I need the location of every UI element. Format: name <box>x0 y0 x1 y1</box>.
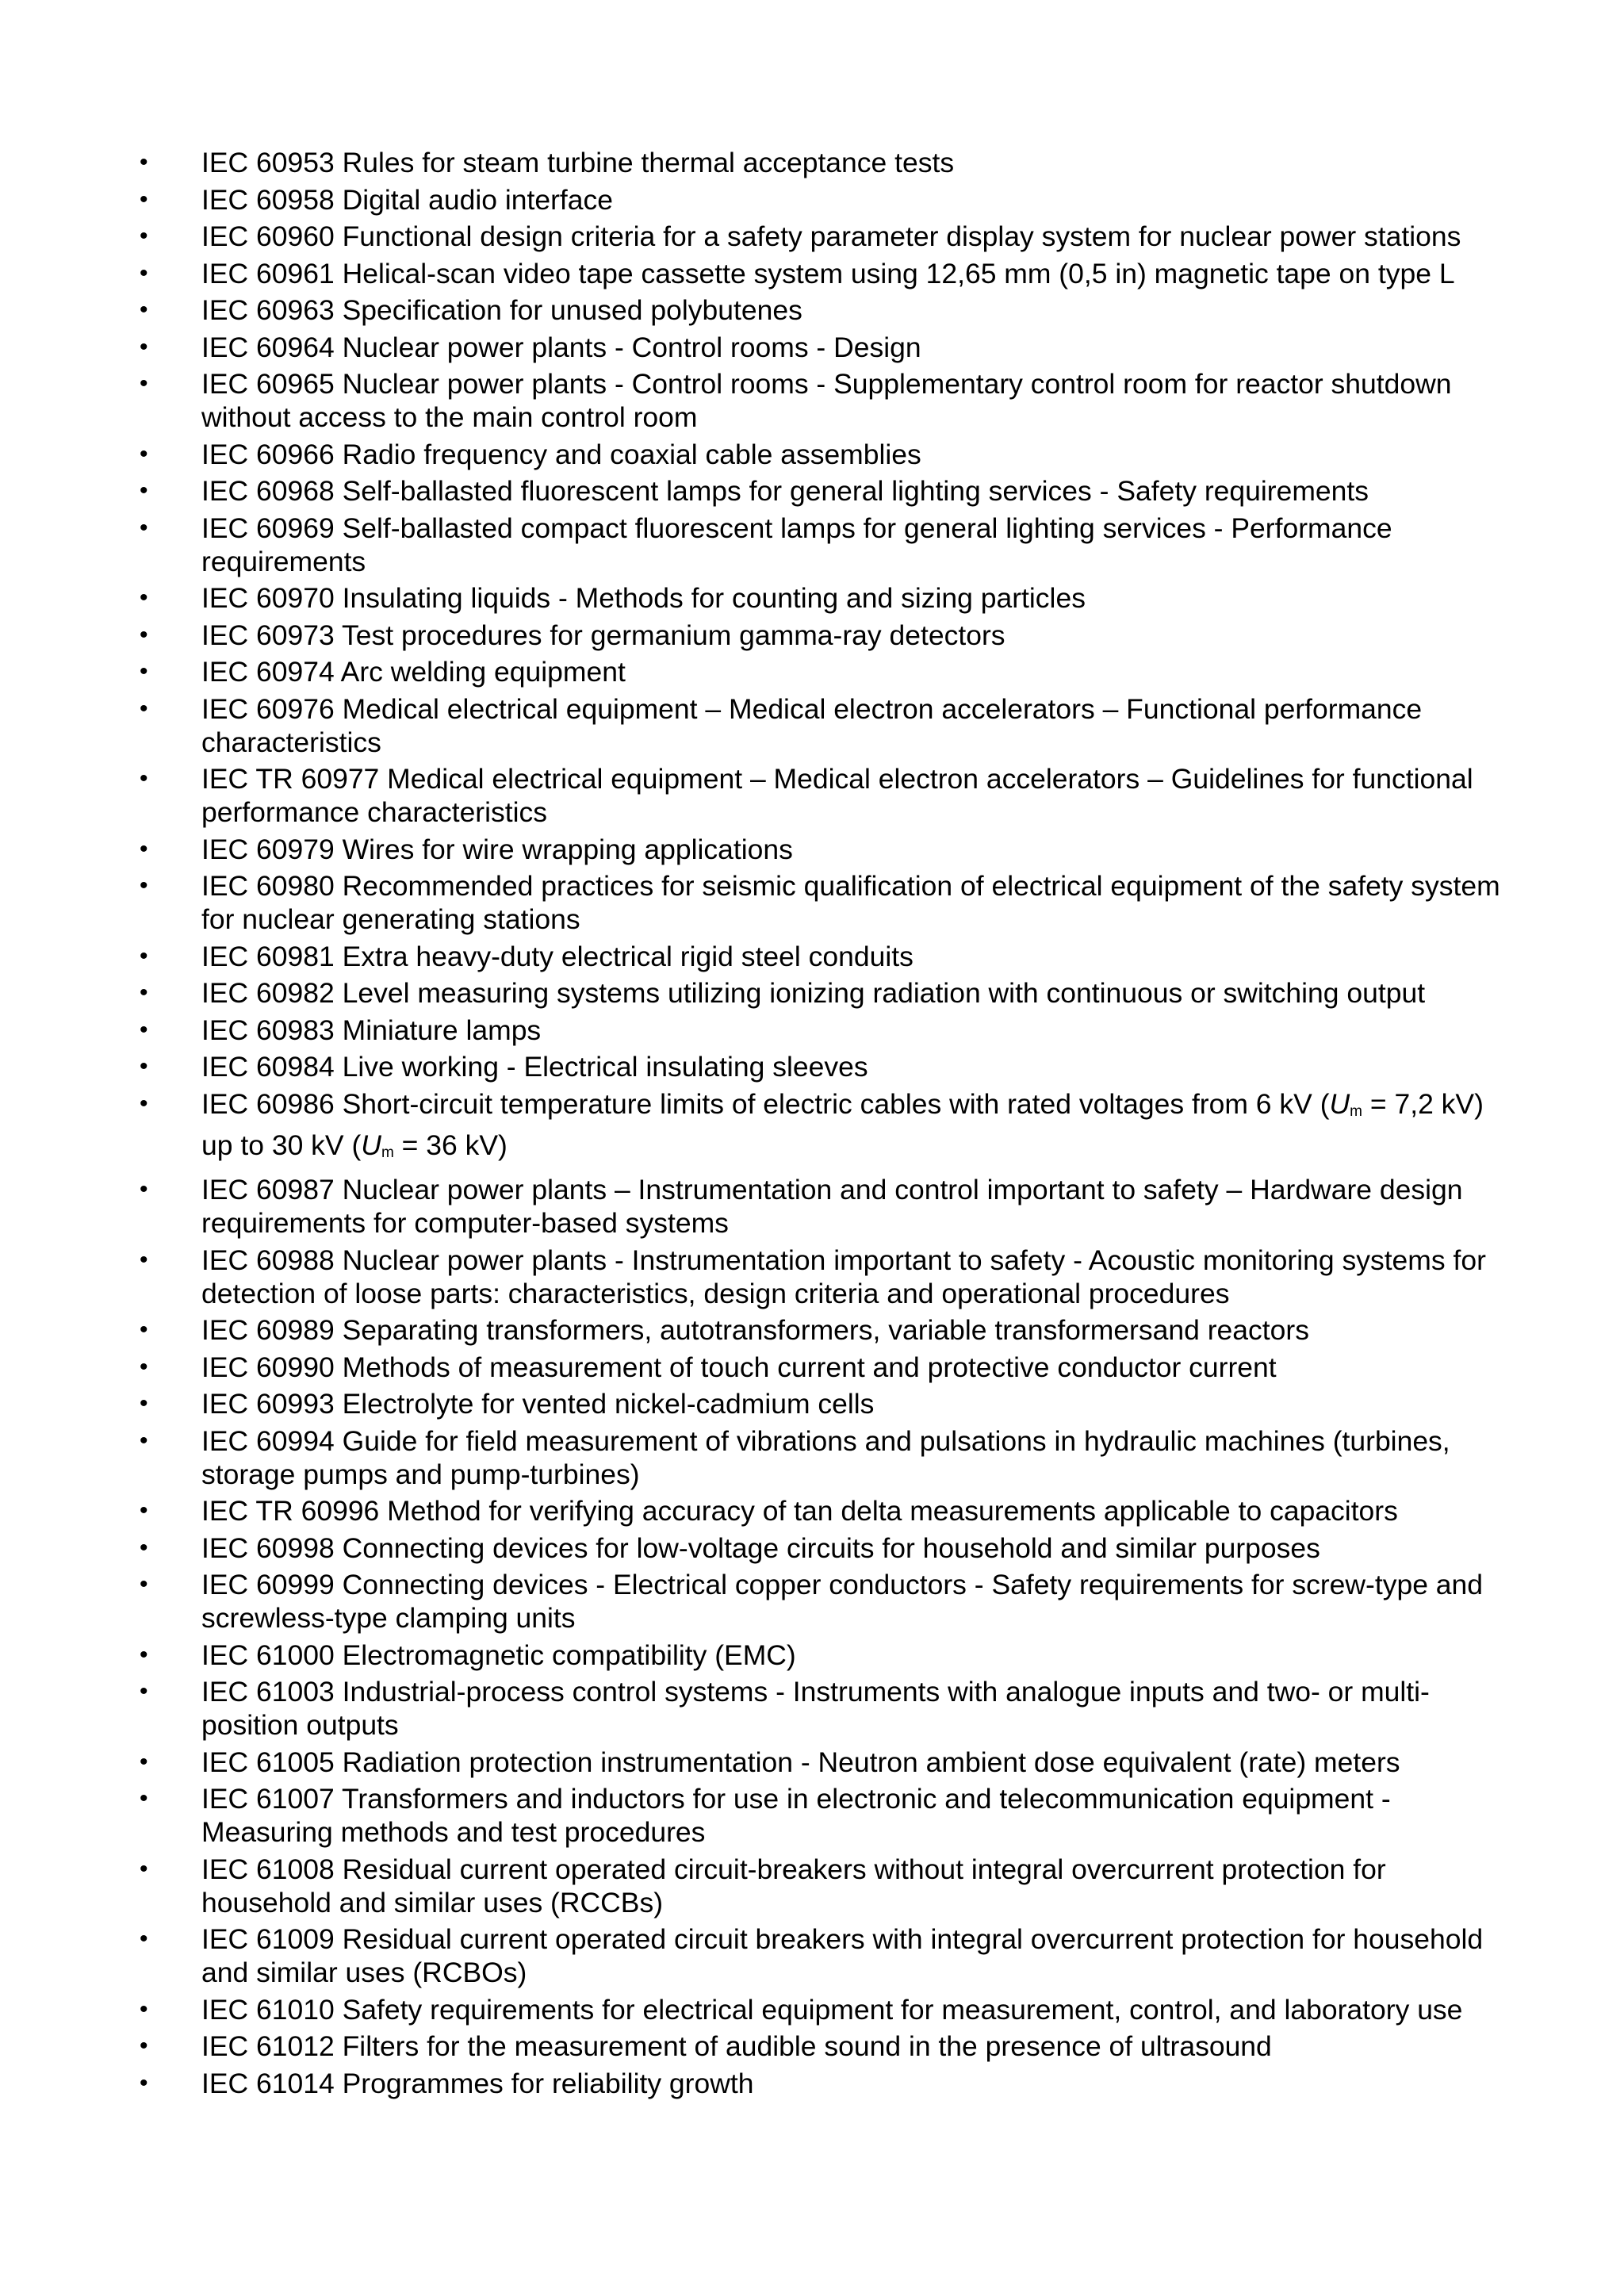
list-item-text: IEC 60976 Medical electrical equipment – Medical electron accelerators – Functional performance characteristics <box>201 692 1423 758</box>
list-item-text: IEC 61009 Residual current operated circuit breakers with integral overcurrent protection for household and similar uses (RCBOs) <box>201 1923 1484 1988</box>
list-item <box>140 183 1503 217</box>
bullet-icon: • <box>140 1571 148 1597</box>
bullet-icon: • <box>140 1995 148 2022</box>
list-item <box>140 367 1503 434</box>
list-item <box>140 1351 1503 1384</box>
bullet-icon: • <box>140 1678 148 1704</box>
list-item-text: IEC 60969 Self-ballasted compact fluorescent lamps for general lighting services - Performance requirements <box>201 512 1392 577</box>
list-item <box>140 619 1503 652</box>
list-item <box>140 1853 1503 1919</box>
text-segment: = 36 kV) <box>393 1129 508 1161</box>
list-item-text: IEC 60984 Live working - Electrical insulating sleeves <box>201 1051 868 1083</box>
standards-list <box>140 146 1503 2103</box>
list-item-text: IEC 61008 Residual current operated circuit-breakers without integral overcurrent protection for household and similar uses (RCCBs) <box>201 1853 1386 1918</box>
list-item-text: IEC 60973 Test procedures for germanium gamma-ray detectors <box>201 619 1005 651</box>
list-item-text: IEC 61010 Safety requirements for electrical equipment for measurement, control, and laboratory use <box>201 1993 1463 2026</box>
list-item-text: IEC 61014 Programmes for reliability growth <box>201 2067 754 2099</box>
list-item-text: IEC 60965 Nuclear power plants - Control rooms - Supplementary control room for reactor shutdown without access to the main control room <box>201 368 1452 433</box>
subscript: m <box>381 1144 394 1161</box>
bullet-icon: • <box>140 223 148 249</box>
bullet-icon: • <box>140 1176 148 1202</box>
list-item <box>140 1531 1503 1565</box>
list-item-text: IEC 60999 Connecting devices - Electrical copper conductors - Safety requirements for screw-type and screwless-type clamping units <box>201 1569 1484 1634</box>
list-item-text: IEC TR 60977 Medical electrical equipment – Medical electron accelerators – Guidelines for functional performance characteristics <box>201 763 1473 828</box>
list-item <box>140 2067 1503 2100</box>
list-item-text: IEC 60988 Nuclear power plants - Instrumentation important to safety - Acoustic monitoring systems for detection of loose parts: characteristics, design criteria and operational procedures <box>201 1244 1486 1309</box>
list-item <box>140 293 1503 327</box>
list-item <box>140 146 1503 179</box>
list-item-text: IEC 60970 Insulating liquids - Methods for counting and sizing particles <box>201 582 1086 614</box>
list-item <box>140 1675 1503 1742</box>
bullet-icon: • <box>140 1016 148 1043</box>
bullet-icon: • <box>140 1090 148 1117</box>
list-item <box>140 1494 1503 1527</box>
bullet-icon: • <box>140 149 148 175</box>
bullet-icon: • <box>140 2033 148 2059</box>
list-item-text <box>201 1088 1484 1161</box>
list-item <box>140 1922 1503 1989</box>
list-item <box>140 1087 1503 1170</box>
bullet-icon: • <box>140 2069 148 2096</box>
list-item-text: IEC 61003 Industrial-process control systems - Instruments with analogue inputs and two- or multi-position outputs <box>201 1676 1430 1741</box>
list-item <box>140 833 1503 866</box>
list-item <box>140 1568 1503 1635</box>
list-item <box>140 1746 1503 1779</box>
list-item <box>140 1993 1503 2026</box>
list-item-text: IEC 60961 Helical-scan video tape cassette system using 12,65 mm (0,5 in) magnetic tape on type L <box>201 257 1455 289</box>
list-item-text: IEC 60993 Electrolyte for vented nickel-cadmium cells <box>201 1388 875 1420</box>
bullet-icon: • <box>140 585 148 611</box>
text-segment: IEC 60986 Short-circuit temperature limits of electric cables with rated voltages from 6 kV ( <box>201 1087 1330 1120</box>
list-item-text: IEC 60981 Extra heavy-duty electrical rigid steel conduits <box>201 940 914 972</box>
bullet-icon: • <box>140 1855 148 1882</box>
list-item <box>140 512 1503 578</box>
list-item-text: IEC 60963 Specification for unused polybutenes <box>201 294 802 326</box>
bullet-icon: • <box>140 1246 148 1273</box>
bullet-icon: • <box>140 621 148 648</box>
list-item-text: IEC 60953 Rules for steam turbine thermal acceptance tests <box>201 147 955 178</box>
bullet-icon: • <box>140 186 148 213</box>
list-item-text: IEC 60982 Level measuring systems utilizing ionizing radiation with continuous or switching output <box>201 977 1426 1009</box>
bullet-icon: • <box>140 765 148 792</box>
list-item <box>140 762 1503 829</box>
bullet-icon: • <box>140 297 148 323</box>
subscript: m <box>1350 1102 1362 1120</box>
bullet-icon: • <box>140 259 148 286</box>
list-item <box>140 655 1503 688</box>
bullet-icon: • <box>140 1353 148 1380</box>
bullet-icon: • <box>140 658 148 684</box>
bullet-icon: • <box>140 1390 148 1416</box>
bullet-icon: • <box>140 1317 148 1343</box>
list-item-text: IEC 60987 Nuclear power plants – Instrumentation and control important to safety – Hardware design requirements for computer-based systems <box>201 1174 1463 1239</box>
list-item <box>140 692 1503 759</box>
list-item <box>140 1387 1503 1420</box>
list-item-text: IEC 60960 Functional design criteria for a safety parameter display system for nuclear power stations <box>201 220 1461 252</box>
list-item <box>140 257 1503 290</box>
list-item-text: IEC 60998 Connecting devices for low-voltage circuits for household and similar purposes <box>201 1531 1320 1564</box>
list-item-text: IEC 60990 Methods of measurement of touch current and protective conductor current <box>201 1351 1277 1383</box>
list-item <box>140 581 1503 615</box>
list-item <box>140 940 1503 973</box>
list-item <box>140 2030 1503 2063</box>
list-item <box>140 438 1503 471</box>
list-item-text: IEC 60968 Self-ballasted fluorescent lamps for general lighting services - Safety requirements <box>201 475 1369 507</box>
list-item-text: IEC 60974 Arc welding equipment <box>201 656 626 688</box>
list-item-text: IEC 60980 Recommended practices for seismic qualification of electrical equipment of the safety system for nuclear generating stations <box>201 870 1500 935</box>
bullet-icon: • <box>140 1785 148 1811</box>
list-item-text: IEC 61005 Radiation protection instrumentation - Neutron ambient dose equivalent (rate) meters <box>201 1746 1400 1778</box>
text-segment: = 7,2 kV) up to 30 kV ( <box>201 1087 1484 1161</box>
bullet-icon: • <box>140 1534 148 1561</box>
list-item <box>140 1050 1503 1083</box>
variable-symbol: U <box>361 1129 381 1161</box>
list-item-text: IEC 61007 Transformers and inductors for use in electronic and telecommunication equipment - Measuring methods and test procedures <box>201 1783 1391 1848</box>
list-item <box>140 1639 1503 1672</box>
bullet-icon: • <box>140 979 148 1006</box>
bullet-icon: • <box>140 695 148 722</box>
list-item-text: IEC 60966 Radio frequency and coaxial cable assemblies <box>201 438 921 470</box>
bullet-icon: • <box>140 370 148 397</box>
list-item <box>140 869 1503 936</box>
list-item-text: IEC 60958 Digital audio interface <box>201 183 614 216</box>
list-item-text: IEC 60964 Nuclear power plants - Control rooms - Design <box>201 331 921 363</box>
list-item <box>140 474 1503 508</box>
list-item-text: IEC 60983 Miniature lamps <box>201 1014 542 1046</box>
variable-symbol: U <box>1329 1087 1350 1120</box>
list-item-text: IEC 60994 Guide for field measurement of vibrations and pulsations in hydraulic machines (turbines, storage pumps and pump-turbines) <box>201 1424 1450 1490</box>
bullet-icon: • <box>140 333 148 360</box>
bullet-icon: • <box>140 942 148 969</box>
bullet-icon: • <box>140 1748 148 1775</box>
bullet-icon: • <box>140 1427 148 1454</box>
list-item <box>140 976 1503 1010</box>
list-item <box>140 220 1503 253</box>
bullet-icon: • <box>140 440 148 467</box>
list-item-text: IEC 60989 Separating transformers, autotransformers, variable transformersand reactors <box>201 1314 1309 1346</box>
bullet-icon: • <box>140 1053 148 1079</box>
list-item-text: IEC 61012 Filters for the measurement of audible sound in the presence of ultrasound <box>201 2030 1272 2062</box>
bullet-icon: • <box>140 477 148 504</box>
list-item-text: IEC TR 60996 Method for verifying accuracy of tan delta measurements applicable to capacitors <box>201 1495 1398 1527</box>
bullet-icon: • <box>140 872 148 899</box>
list-item <box>140 1782 1503 1849</box>
bullet-icon: • <box>140 1926 148 1952</box>
bullet-icon: • <box>140 514 148 541</box>
list-item-text: IEC 61000 Electromagnetic compatibility (EMC) <box>201 1639 796 1671</box>
list-item <box>140 1313 1503 1347</box>
list-item <box>140 1173 1503 1240</box>
list-item <box>140 331 1503 364</box>
list-item <box>140 1014 1503 1047</box>
list-item <box>140 1244 1503 1310</box>
bullet-icon: • <box>140 835 148 862</box>
list-item <box>140 1424 1503 1491</box>
bullet-icon: • <box>140 1497 148 1524</box>
list-item-text: IEC 60979 Wires for wire wrapping applications <box>201 833 793 865</box>
bullet-icon: • <box>140 1641 148 1668</box>
